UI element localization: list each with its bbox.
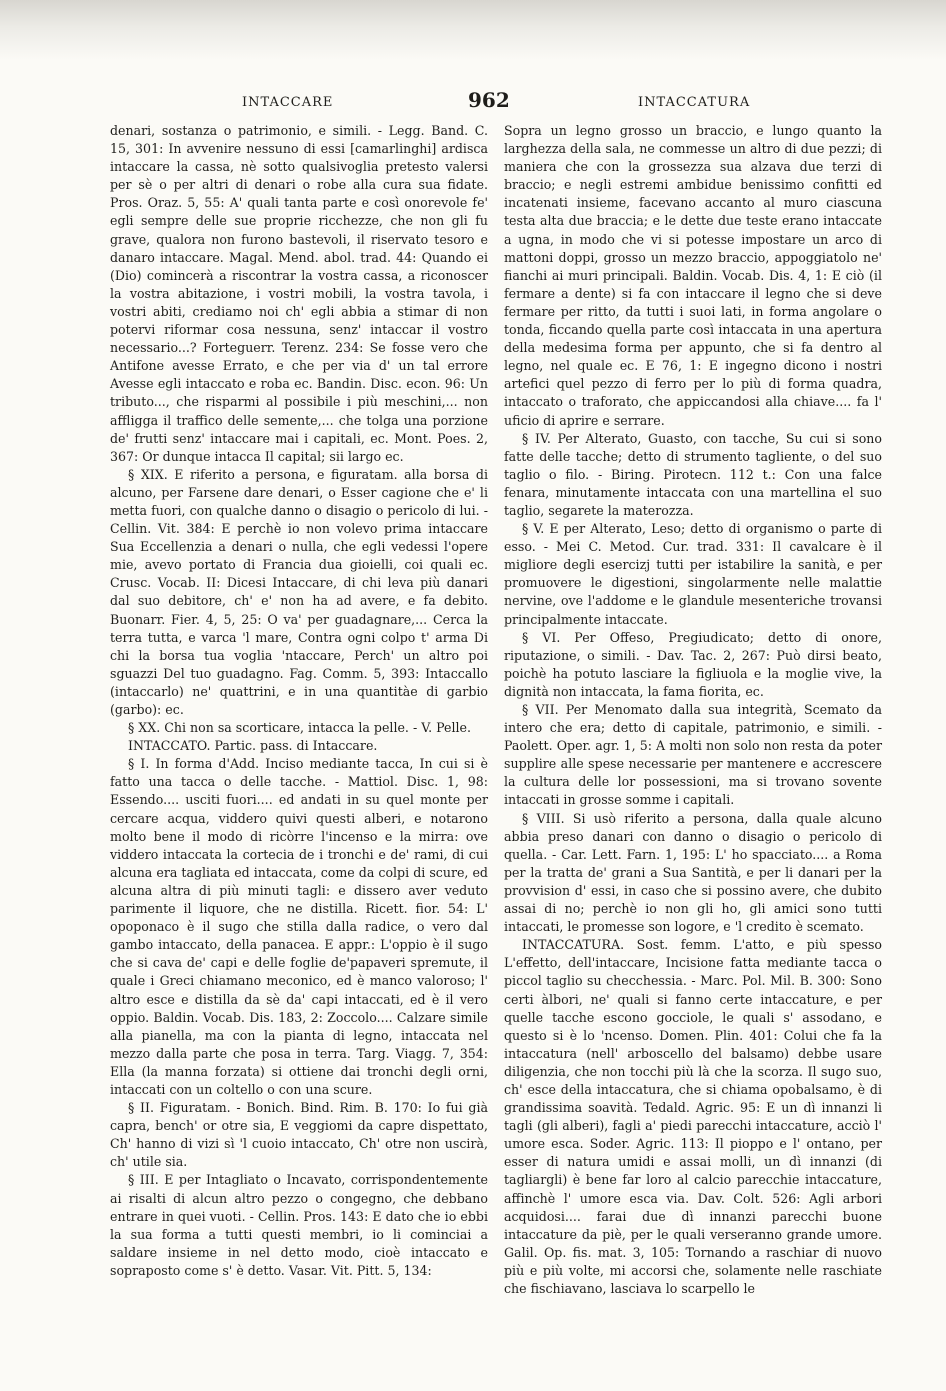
scan-shadow [0,0,946,60]
entry-paragraph: § II. Figuratam. - Bonich. Bind. Rim. B. 170: Io fui già capra, bench' or otre sia, E veggiomi da capre dispettato, Ch' hanno di vizi sì 'l cuoio intaccato, Ch' otre non uscirà, ch' utile sia. [110,1100,488,1170]
entry-paragraph: denari, sostanza o patrimonio, e simili. - Legg. Band. C. 15, 301: In avvenire nessuno di essi [camarlinghi] ardisca intaccare la cassa, nè sotto qualsivoglia pretesto valersi per sè o per altri di denari o robe alla cura sua fidate. Pros. Oraz. 5, 55: A' quali tanta parte e così onorevole fe' egli sempre delle sue proprie ricchezze, che non gli fu grave, qualora non furono bastevoli, il riservato tesoro e danaro intaccare. Magal. Mend. abol. trad. 44: Quando ei (Dio) comincerà a riscontrar la vostra cassa, a riconoscer la vostra abitazione, i vostri mobili, la vostra tavola, i vostri abiti, crediamo noi ch' egli abbia a stimar di non potervi riformar cosa nessuna, senz' intaccar il vostro necessario...? Forteguerr. Terenz. 234: Se fosse vero che Antifone avesse Errato, e che per via d' un tal errore Avesse egli intaccato e roba ec. Bandin. Disc. econ. 96: Un tributo..., che risparmi al possibile i più meschini,... non affligga il traffico delle semente,... che tolga una porzione de' frutti senz' intaccare mai i capitali, ec. Mont. Poes. 2, 367: Or dunque intacca Il capital; sii largo ec. [110,123,488,464]
header-left-word: INTACCARE [242,95,334,110]
entry-paragraph: § VIII. Si usò riferito a persona, dalla quale alcuno abbia preso danari con danno o disagio o pericolo di quella. - Car. Lett. Farn. 1, 195: L' ho spacciato.... a Roma per la tratta de' grani a Sua Santità, e per li danari per la provvision d' essi, in caso che si possino avere, che dubito assai di no; perchè io non gli ho, gli amici sono tutti intaccati, le promesse son logore, e 'l credito è scemato. [504,810,882,935]
entry-paragraph: § VI. Per Offeso, Pregiudicato; detto di onore, riputazione, o simili. - Dav. Tac. 2, 267: Può dirsi beato, poichè ha potuto lasciare la figliuola e la moglie vive, la dignità non intaccata, la fama fiorita, ec. [504,629,882,699]
running-head [100,88,880,118]
left-column [110,122,488,1280]
header-right-word: INTACCATURA [638,95,751,110]
entry-paragraph: INTACCATURA. Sost. femm. L'atto, e più spesso L'effetto, dell'intaccare, Incisione fatta mediante tacca o piccol taglio su checchessia. - Marc. Pol. Mil. B. 300: Sono certi àlbori, ne' quali si fanno certe intaccature, e per quelle tacche escono gocciole, le quali s' assodano, e questo si è lo 'ncenso. Domen. Plin. 401: Colui che fa la intaccatura (nell' arboscello del balsamo) debbe usare diligenzia, che non tocchi più là che la scorza. Il sugo suo, ch' esce della intaccatura, che si chiama opobalsamo, è di grandissima soavità. Tedald. Agric. 95: E un dì innanzi li tagli (gli alberi), fagli a' piedi parecchi intaccature, acciò l' umore esca. Soder. Agric. 113: Il pioppo e l' ontano, per esser di natura umidi e assai molli, un dì innanzi (di tagliargli) è bene far loro al calcio parecchie intaccature, affinchè l' umore esca via. Dav. Colt. 526: Agli arbori acquidosi.... farai due dì innanzi parecchi buone intaccature da piè, per le quali verseranno grande umore. Galil. Op. fis. mat. 3, 105: Tornando a raschiar di nuovo più e più volte, mi accorsi che, solamente nelle raschiate che fischiavano, lasciava lo scarpello le [504,937,882,1296]
page-number: 962 [468,88,510,112]
entry-paragraph: Sopra un legno grosso un braccio, e lungo quanto la larghezza della sala, ne commesse un altro di due pezzi; di maniera che con la grossezza sua alzava due terzi di braccio; e negli estremi ambidue benissimo confitti ed incatenati insieme, facevano accanto al muro ciascuna testa alta due braccia; e le dette due teste erano intaccate a ugna, in modo che vi si potesse impostare un arco di mattoni doppi, grosso un mezzo braccio, appoggiatolo ne' fianchi ai muri principali. Baldin. Vocab. Dis. 4, 1: E ciò (il fermare a dente) si fa con intaccare il legno che si deve fermare per ritto, da tutti i suoi lati, in forma angolare o tonda, ficcando quella parte così intaccata in una apertura della medesima forma per appunto, che si fa dentro al legno, nel quale ec. E 76, 1: E ingegno dicono i nostri artefici quel pezzo di ferro per lo più di forma quadra, intaccato o traforato, che appiccandosi alla chiave.... fa l' uficio di aprire e serrare. [504,123,882,428]
entry-paragraph: § VII. Per Menomato dalla sua integrità, Scemato da intero che era; detto di capitale, patrimonio, e simili. - Paolett. Oper. agr. 1, 5: A molti non solo non resta da poter supplire alle spese necessarie per mantenere e accrescere la cultura delle lor possessioni, ma si trovano sovente intaccati in grosse somme i capitali. [504,702,882,808]
entry-paragraph: § I. In forma d'Add. Inciso mediante tacca, In cui si è fatto una tacca o delle tacche. - Mattiol. Disc. 1, 98: Essendo.... usciti fuori.... ed andati in su quel monte per cercare acqua, viddero quivi questi alberi, e notarono molto bene il modo di ricòrre l'incenso e la mirra: ove viddero intaccata la cortecia de i tronchi e de' rami, di cui alcuna era tagliata ed intaccata, come da colpi di scure, ed alcuna altra di più minuti tagli: e dissero aver veduto parimente il liquore, che ne distilla. Ricett. fior. 54: L' opoponaco è il sugo che stilla dalla radice, o vero dal gambo intaccato, della panacea. E appr.: L'oppio è il sugo che si cava de' capi e delle foglie de'papaveri spremute, il quale i Greci chiamano meconico, ed è manco valoroso; l' altro esce e distilla da sè da' capi intaccati, ed è il vero oppio. Baldin. Vocab. Dis. 183, 2: Zoccolo.... Calzare simile alla pianella, ma con la pianta di legno, intaccata nel mezzo dalla parte che posa in terra. Targ. Viagg. 7, 354: Ella (la manna forzata) si ottiene dai tronchi degli orni, intaccati con un coltello o con una scure. [110,756,488,1097]
entry-paragraph: § IV. Per Alterato, Guasto, con tacche, Su cui si sono fatte delle tacche; detto di strumento tagliente, o del suo taglio o filo. - Biring. Pirotecn. 112 t.: Con una falce fenara, minutamente intaccata con una martellina el suo taglio, segarete la materozza. [504,430,882,518]
entry-paragraph: § XIX. E riferito a persona, e figuratam. alla borsa di alcuno, per Farsene dare denari, o Esser cagione che e' li metta fuori, con qualche danno o disagio o pericolo di lui. - Cellin. Vit. 384: E perchè io non volevo prima intaccare Sua Eccellenzia a denari o nulla, che egli vedessi l'opere mie, avevo portato di Francia dua gioielli, coi quali ec. Crusc. Vocab. II: Dicesi Intaccare, di chi leva più danari dal suo debitore, ch' e' non ha ad avere, e fa debito. Buonarr. Fier. 4, 5, 25: O va' per guadagnare,... Cerca la terra tutta, e varca 'l mare, Contra ogni colpo t' arma Di chi la borsa tua voglia 'ntaccare, Perch' un altro poi sguazzi Del tuo guadagno. Fag. Comm. 5, 393: Intaccallo (intaccarlo) ne' quattrini, e in una quantitàe di garbio (garbo): ec. [110,466,488,717]
entry-paragraph: § III. E per Intagliato o Incavato, corrispondentemente ai risalti di alcun altro pezzo o congegno, che debbano entrare in quei vuoti. - Cellin. Pros. 143: E dato che io ebbi la sua forma a tutti questi membri, io li cominciai a saldare insieme in nel detto modo, cioè intaccato e sopraposto come s' è detto. Vasar. Vit. Pitt. 5, 134: [110,1172,488,1278]
entry-paragraph: § XX. Chi non sa scorticare, intacca la pelle. - V. Pelle. [128,720,471,736]
right-column [504,122,882,1298]
entry-paragraph: INTACCATO. Partic. pass. di Intaccare. [128,738,378,754]
entry-paragraph: § V. E per Alterato, Leso; detto di organismo o parte di esso. - Mei C. Metod. Cur. trad. 331: Il cavalcare è il migliore degli esercizj tutti per istabilire la sanità, e per promuovere le digestioni, singolarmente nelle malattie nervine, ove l'addome e le glandule mesenteriche trovansi principalmente intaccate. [504,521,882,627]
